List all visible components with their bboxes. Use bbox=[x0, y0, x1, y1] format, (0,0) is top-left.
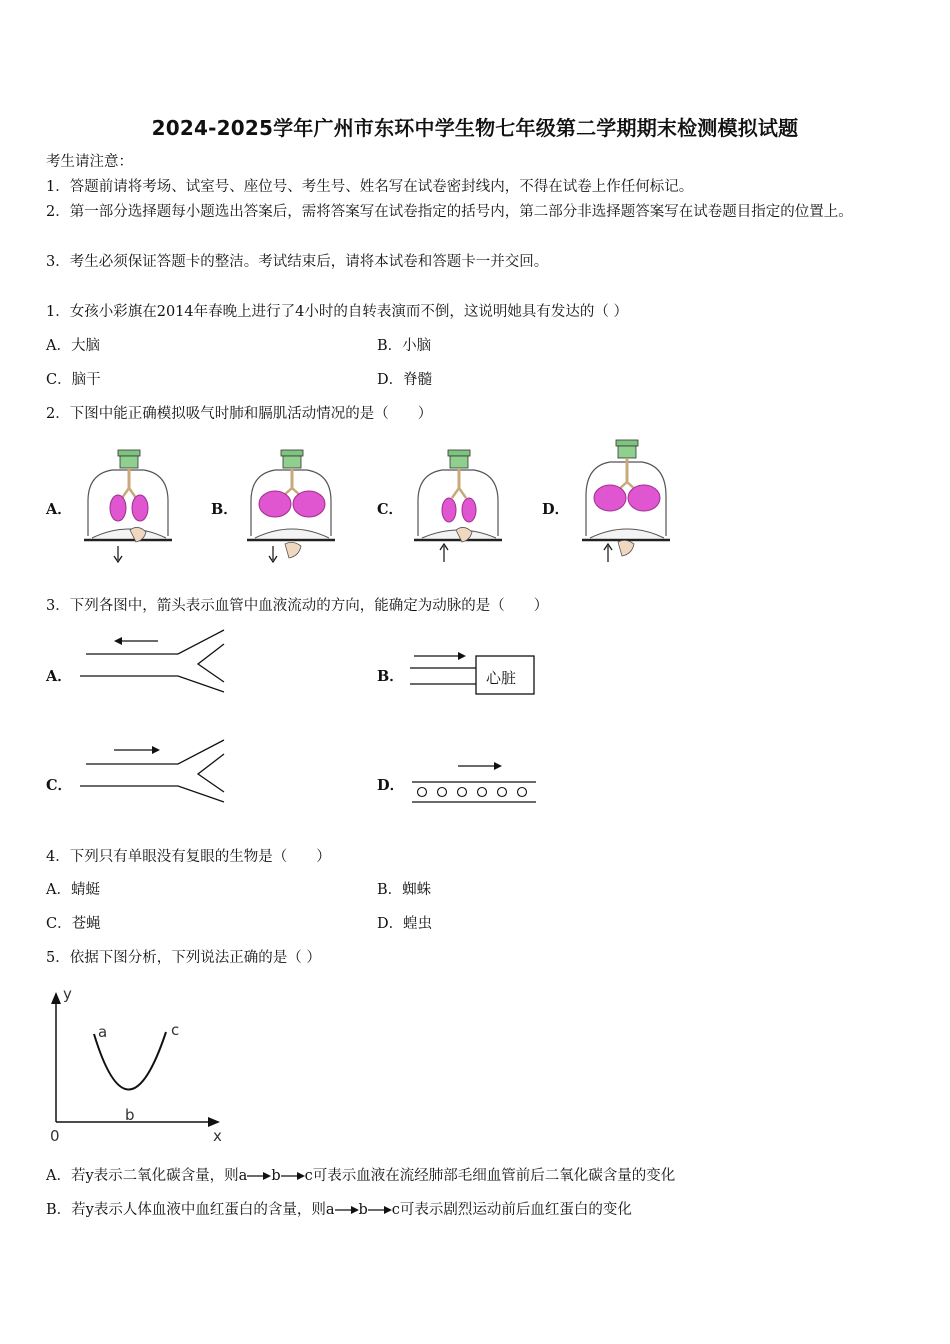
q2-option-b: B． bbox=[211, 501, 238, 518]
q2-option-a: A． bbox=[46, 501, 72, 518]
graph-x-label: x bbox=[213, 1127, 222, 1145]
q5-stem: 5．依据下图分析，下列说法正确的是（ ） bbox=[46, 950, 321, 966]
graph-point-b: b bbox=[125, 1106, 135, 1124]
graph-origin-label: 0 bbox=[50, 1127, 60, 1145]
vessel-figure-b bbox=[406, 648, 538, 698]
bell-jar-figure-a bbox=[82, 446, 172, 566]
q5-option-a: A．若y表示二氧化碳含量，则a b c可表示血液在流经肺部毛细血管前后二氧化碳含量的变化 bbox=[46, 1168, 676, 1184]
q2-stem: 2．下图中能正确模拟吸气时肺和膈肌活动情况的是（ ） bbox=[46, 406, 433, 422]
q1-option-a: A．大脑 bbox=[46, 338, 100, 354]
notice-item-3: 3．考生必须保证答题卡的整洁。考试结束后，请将本试卷和答题卡一并交回。 bbox=[46, 254, 549, 270]
q3-option-b: B． bbox=[377, 668, 404, 685]
vessel-figure-d bbox=[408, 756, 540, 806]
vessel-figure-c bbox=[78, 738, 230, 804]
vessel-figure-a bbox=[78, 628, 230, 694]
q1-option-c: C．脑干 bbox=[46, 372, 101, 388]
q1-option-b: B．小脑 bbox=[377, 338, 432, 354]
heart-label: 心脏 bbox=[486, 669, 517, 687]
q1-stem: 1．女孩小彩旗在2014年春晚上进行了4小时的自转表演而不倒，这说明她具有发达的（ ） bbox=[46, 304, 628, 320]
q4-option-c: C．苍蝇 bbox=[46, 916, 101, 932]
notice-header: 考生请注意： bbox=[46, 154, 133, 170]
arrow-icon bbox=[281, 1171, 305, 1181]
bell-jar-figure-c bbox=[412, 446, 502, 566]
q3-option-d: D． bbox=[377, 777, 405, 794]
notice-item-2: 2．第一部分选择题每小题选出答案后，需将答案写在试卷指定的括号内，第二部分非选择题答案写在试卷题目指定的位置上。 bbox=[46, 204, 853, 220]
bell-jar-figure-b bbox=[245, 446, 335, 566]
q4-option-a: A．蜻蜓 bbox=[46, 882, 100, 898]
notice-item-1: 1．答题前请将考场、试室号、座位号、考生号、姓名写在试卷密封线内，不得在试卷上作任何标记。 bbox=[46, 179, 694, 195]
q3-option-c: C． bbox=[46, 777, 73, 794]
graph-point-a: a bbox=[98, 1023, 108, 1041]
q1-option-d: D．脊髓 bbox=[377, 372, 433, 388]
q2-option-d: D． bbox=[542, 501, 570, 518]
arrow-icon bbox=[368, 1205, 392, 1215]
q3-option-a: A． bbox=[46, 668, 72, 685]
arrow-icon bbox=[335, 1205, 359, 1215]
q5-option-b: B．若y表示人体血液中血红蛋白的含量，则a b c可表示剧烈运动前后血红蛋白的变化 bbox=[46, 1202, 632, 1218]
q4-option-b: B．蜘蛛 bbox=[377, 882, 432, 898]
q4-option-d: D．蝗虫 bbox=[377, 916, 433, 932]
graph-y-label: y bbox=[63, 985, 72, 1003]
q2-option-c: C． bbox=[377, 501, 404, 518]
q5-curve-graph bbox=[40, 986, 240, 1146]
arrow-icon bbox=[247, 1171, 271, 1181]
bell-jar-figure-d bbox=[580, 436, 670, 566]
q4-stem: 4．下列只有单眼没有复眼的生物是（ ） bbox=[46, 849, 331, 865]
q3-stem: 3．下列各图中，箭头表示血管中血液流动的方向，能确定为动脉的是（ ） bbox=[46, 598, 549, 614]
page-title: 2024-2025学年广州市东环中学生物七年级第二学期期末检测模拟试题 bbox=[151, 116, 799, 140]
graph-point-c: c bbox=[171, 1021, 180, 1039]
